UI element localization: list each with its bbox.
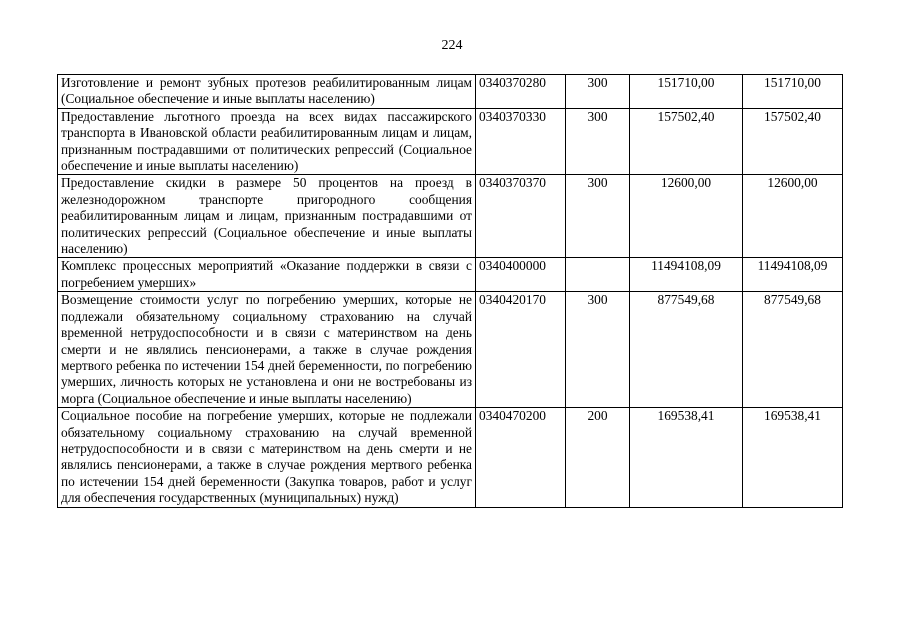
row-target-code: 0340370370 (476, 175, 566, 258)
page-number: 224 (441, 38, 463, 53)
row-description: Изготовление и ремонт зубных протезов реабилитированным лицам (Социальное обеспечение и иные выплаты населению) (58, 75, 476, 109)
table-row (58, 75, 843, 109)
row-expense-type (566, 258, 630, 292)
row-expense-type: 300 (566, 75, 630, 109)
row-amount-2: 12600,00 (743, 175, 843, 258)
row-target-code: 0340400000 (476, 258, 566, 292)
row-description: Комплекс процессных мероприятий «Оказание поддержки в связи с погребением умерших» (58, 258, 476, 292)
row-target-code: 0340370280 (476, 75, 566, 109)
table-row (58, 258, 843, 292)
table-row (58, 175, 843, 258)
row-expense-type: 300 (566, 108, 630, 175)
row-description: Предоставление скидки в размере 50 процентов на проезд в железнодорожном транспорте пригородного сообщения реабилитированным лицам и лицам, признанным пострадавшими от политических репрессий (Социальное обеспечение и иные выплаты населению) (58, 175, 476, 258)
row-amount-1: 151710,00 (630, 75, 743, 109)
row-expense-type: 300 (566, 292, 630, 408)
row-amount-1: 11494108,09 (630, 258, 743, 292)
row-target-code: 0340420170 (476, 292, 566, 408)
row-amount-1: 157502,40 (630, 108, 743, 175)
table-row (58, 408, 843, 507)
table-row (58, 108, 843, 175)
row-description: Предоставление льготного проезда на всех видах пассажирского транспорта в Ивановской области реабилитированным лицам и лицам, признанным пострадавшими от политических репрессий (Социальное обеспечение и иные выплаты населению) (58, 108, 476, 175)
row-amount-2: 169538,41 (743, 408, 843, 507)
row-description: Возмещение стоимости услуг по погребению умерших, которые не подлежали обязательному социальному страхованию на случай временной нетрудоспособности и в связи с материнством на день смерти и не являлись пенсионерами, а также в случае рождения мертвого ребенка по истечении 154 дней беременности, по погребению умерших, личность которых не установлена и они не востребованы из морга (Социальное обеспечение и иные выплаты населению) (58, 292, 476, 408)
row-amount-2: 151710,00 (743, 75, 843, 109)
budget-table (57, 74, 843, 508)
row-amount-1: 169538,41 (630, 408, 743, 507)
row-expense-type: 200 (566, 408, 630, 507)
row-amount-1: 12600,00 (630, 175, 743, 258)
row-target-code: 0340370330 (476, 108, 566, 175)
table-row (58, 292, 843, 408)
row-description: Социальное пособие на погребение умерших, которые не подлежали обязательному социальному страхованию на случай временной нетрудоспособности и в связи с материнством на день смерти и не являлись пенсионерами, а также в случае рождения мертвого ребенка по истечении 154 дней беременности (Закупка товаров, работ и услуг для обеспечения государственных (муниципальных) нужд) (58, 408, 476, 507)
row-expense-type: 300 (566, 175, 630, 258)
row-amount-1: 877549,68 (630, 292, 743, 408)
row-amount-2: 877549,68 (743, 292, 843, 408)
row-amount-2: 11494108,09 (743, 258, 843, 292)
row-amount-2: 157502,40 (743, 108, 843, 175)
row-target-code: 0340470200 (476, 408, 566, 507)
